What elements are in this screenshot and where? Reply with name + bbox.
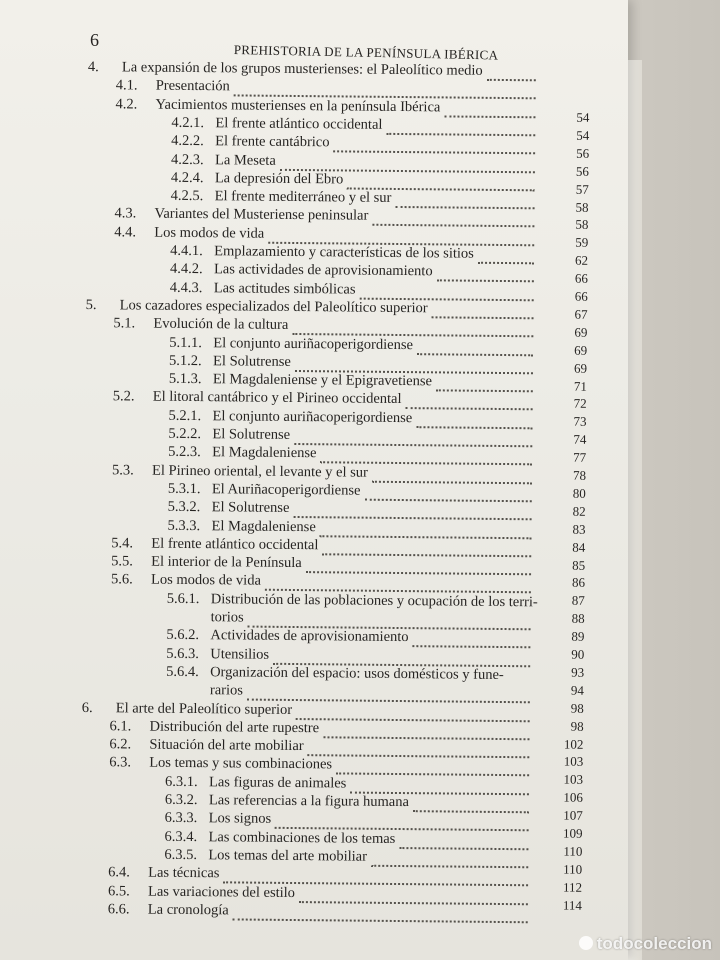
toc-page-number: 72 (573, 396, 587, 412)
toc-entry-title: Evolución de la cultura (153, 315, 289, 334)
toc-entry-title: El Solutrense (211, 499, 290, 517)
toc-page-number: 74 (573, 431, 587, 447)
toc-page-number: 94 (570, 682, 585, 698)
toc-page-number: 71 (573, 378, 587, 394)
toc-entry-title: El Auriñacoperigordiense (211, 481, 361, 499)
toc-page-number: 66 (574, 288, 588, 304)
toc-page-number: 77 (573, 449, 587, 465)
toc-page-number: 110 (563, 843, 583, 859)
toc-entry-title: Presentación (155, 77, 230, 95)
toc-entry-title: El arte del Paleolítico superior (115, 699, 293, 718)
toc-entry-title: Las actividades de aprovisionamiento (213, 261, 433, 280)
toc-entry-number: 6.5. (107, 882, 130, 899)
toc-page-number: 112 (562, 879, 583, 895)
toc-entry-number: 4.2. (115, 95, 138, 113)
toc-entry-title: La depresión del Ebro (214, 170, 344, 188)
toc-entry-title: Las variaciones del estilo (147, 883, 296, 901)
toc-entry-number: 5.2.1. (168, 407, 202, 424)
toc-entry-number: 5.1. (113, 315, 136, 332)
toc-entry-number: 4.2.2. (171, 132, 204, 150)
watermark (579, 934, 712, 954)
toc-entry-number: 6.2. (109, 736, 132, 753)
toc-entry-title: Las actitudes simbólicas (213, 279, 356, 298)
toc-entry-number: 4.2.3. (170, 151, 204, 168)
toc-entry-number: 4.2.1. (171, 114, 205, 132)
toc-page-number: 106 (563, 789, 583, 805)
toc-entry-number: 4.3. (114, 205, 137, 222)
toc-page-number: 98 (570, 700, 584, 716)
toc-entry-number: 6. (81, 699, 93, 716)
toc-entry-number: 5.1.2. (169, 352, 202, 369)
toc-entry-title: Las combinaciones de los temas (208, 828, 396, 847)
toc-entry-number: 4. (87, 58, 99, 76)
toc-entry-title: Actividades de aprovisionamiento (210, 627, 409, 646)
toc-page-number: 98 (570, 718, 584, 734)
toc-entry-title: La Meseta (214, 151, 276, 169)
toc-entry-title: El Magdaleniense (212, 444, 317, 462)
toc-page-number: 59 (575, 234, 589, 251)
toc-entry-number: 6.3.4. (164, 828, 198, 845)
toc-entry-title: Los signos (208, 810, 272, 828)
toc-entry-title: Las referencias a la figura humana (208, 792, 410, 811)
table-of-contents (80, 58, 608, 923)
toc-page-number: 54 (576, 109, 590, 125)
toc-page-number: 89 (571, 628, 585, 644)
toc-entry-title: Los modos de vida (154, 224, 265, 242)
toc-entry-number: 5.1.3. (168, 370, 202, 388)
toc-entry-title: El frente mediterráneo y el sur (214, 188, 392, 207)
toc-entry-title: El conjunto auriñacoperigordiense (212, 407, 413, 426)
toc-page-number: 62 (575, 252, 589, 268)
toc-entry-title: El frente atlántico occidental (215, 115, 383, 133)
toc-page-number: 58 (575, 217, 589, 233)
toc-entry-title: El frente atlántico occidental (151, 535, 319, 554)
toc-entry-number: 4.4.3. (169, 279, 203, 296)
toc-page-number: 86 (571, 575, 586, 591)
toc-entry-number: 5.6.3. (166, 645, 199, 662)
running-head: PREHISTORIA DE LA PENÍNSULA IBÉRICA (233, 42, 499, 63)
toc-entry-number: 5. (85, 296, 97, 313)
toc-entry-number: 5.3.3. (167, 517, 201, 534)
toc-entry-title: Distribución del arte rupestre (149, 718, 320, 737)
toc-entry-title: La expansión de los grupos musterienses: el Paleolítico medio (121, 59, 483, 79)
toc-page-number: 109 (563, 825, 583, 841)
toc-entry-title: Emplazamiento y características de los sitios (214, 243, 474, 262)
toc-entry-number: 5.6.2. (166, 627, 200, 644)
toc-entry-title: La cronología (147, 901, 229, 919)
toc-entry-title: El Solutrense (212, 426, 291, 443)
toc-entry-title: Las figuras de animales (208, 773, 347, 792)
toc-entry-title: Las técnicas (148, 864, 220, 882)
toc-page-number: 102 (563, 736, 584, 752)
toc-entry-title: Los temas y sus combinaciones (149, 755, 333, 773)
toc-entry-number: 4.2.5. (170, 187, 204, 205)
toc-page-number: 69 (574, 342, 588, 358)
toc-entry-title: El litoral cantábrico y el Pirineo occidental (152, 389, 402, 408)
toc-page-number: 69 (574, 324, 588, 340)
page-header (84, 30, 624, 63)
toc-entry-title: torios (210, 609, 244, 626)
toc-entry-title: Utensilios (210, 645, 270, 663)
toc-entry-number: 6.3.1. (164, 773, 198, 790)
toc-page-number: 114 (562, 897, 582, 913)
toc-page-number: 78 (572, 467, 587, 483)
dot-leader (233, 914, 528, 923)
toc-entry-number: 5.4. (111, 535, 134, 552)
toc-page-number: 103 (563, 771, 584, 788)
toc-entry-number: 6.3.2. (164, 791, 198, 809)
toc-entry-number: 5.6.1. (166, 590, 200, 607)
toc-page-number: 82 (572, 503, 586, 519)
toc-entry-number: 6.1. (109, 718, 132, 735)
toc-entry-title: Organización del espacio: usos domésticos y fune- (210, 664, 504, 683)
toc-entry-number: 5.6. (110, 571, 133, 588)
toc-page-number: 57 (575, 181, 589, 197)
toc-entry-title: El Solutrense (213, 353, 291, 370)
watermark-text: todocoleccion (596, 934, 712, 953)
toc-entry-number: 5.3.1. (167, 480, 201, 497)
toc-page-number: 67 (574, 306, 588, 322)
toc-entry-number: 5.2.3. (168, 444, 201, 461)
toc-entry-title: Distribución de las poblaciones y ocupación de los terri- (210, 590, 538, 611)
toc-entry-title: Variantes del Musteriense peninsular (154, 206, 369, 225)
toc-entry-number: 6.3.5. (164, 846, 198, 863)
toc-entry-number: 4.1. (115, 77, 138, 94)
toc-page-number: 73 (573, 413, 587, 430)
toc-entry-number: 5.5. (111, 553, 133, 570)
toc-page-number: 110 (563, 861, 583, 877)
toc-page-number: 107 (563, 807, 583, 823)
toc-entry-number: 4.4. (114, 223, 137, 241)
toc-entry-number: 5.6.4. (166, 663, 199, 680)
toc-entry-number: 5.3. (111, 461, 134, 479)
toc-page-number: 87 (571, 592, 585, 609)
toc-entry-title: El interior de la Península (151, 553, 302, 572)
toc-entry-number: 5.3.2. (167, 498, 201, 516)
toc-entry-title: El Magdaleniense (211, 517, 316, 535)
toc-entry-title: Yacimientos musterienses en la península Ibérica (155, 96, 441, 115)
toc-entry-title: El conjunto auriñacoperigordiense (213, 334, 414, 353)
toc-page-number: 58 (575, 199, 589, 215)
toc-entry-title: Los temas del arte mobiliar (208, 847, 368, 865)
toc-entry-number: 6.4. (108, 864, 131, 881)
toc-entry-number: 4.2.4. (170, 169, 204, 186)
toc-entry-number: 4.4.1. (170, 242, 203, 260)
toc-page-number: 85 (572, 557, 586, 573)
toc-entry-title: Los cazadores especializados del Paleolítico superior (119, 297, 428, 317)
toc-page-number: 88 (571, 610, 585, 626)
toc-entry-title: El Magdaleniense y el Epigravetiense (212, 371, 433, 390)
toc-entry-title: Situación del arte mobiliar (149, 736, 304, 755)
toc-entry-number: 5.2.2. (168, 425, 202, 443)
toc-page-number: 90 (571, 646, 585, 662)
toc-entry-title: El Pirineo oriental, el levante y el sur (151, 462, 368, 481)
toc-entry-title: Los modos de vida (150, 572, 262, 590)
toc-entry-title: El frente cantábrico (215, 133, 330, 151)
toc-entry-number: 5.1.1. (169, 334, 202, 351)
toc-entry-number: 6.3. (109, 754, 132, 771)
page-edge (628, 60, 642, 960)
page-number: 6 (90, 30, 99, 50)
toc-page-number: 84 (572, 539, 586, 555)
toc-page-number: 69 (573, 360, 588, 376)
toc-entry-title: rarios (209, 682, 244, 699)
toc-page-number: 83 (572, 521, 586, 537)
toc-entry-number: 6.6. (107, 901, 130, 918)
toc-entry-number: 5.2. (112, 388, 135, 405)
toc-entry (80, 897, 600, 923)
toc-entry-number: 4.4.2. (169, 261, 203, 278)
watermark-logo-icon (579, 936, 593, 950)
toc-page-number: 103 (563, 753, 584, 770)
toc-page-number: 54 (576, 127, 590, 143)
toc-page-number: 66 (574, 270, 588, 286)
toc-entry-number: 6.3.3. (164, 810, 198, 827)
toc-page-number: 80 (572, 485, 586, 501)
toc-page-number: 93 (571, 664, 585, 680)
toc-page-number: 56 (575, 163, 590, 179)
toc-page-number: 56 (576, 145, 590, 161)
